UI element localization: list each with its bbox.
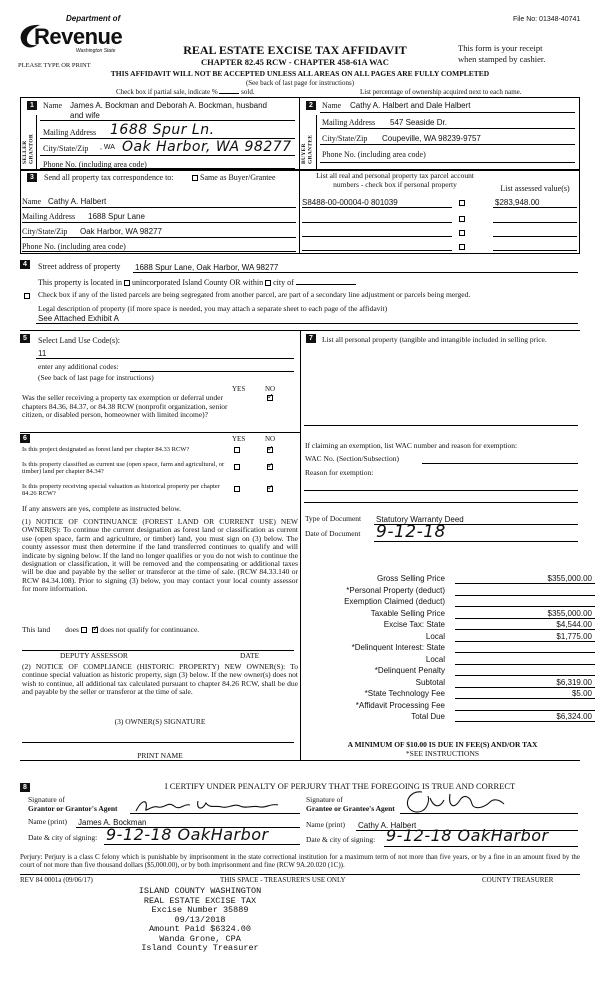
- calc-label: Total Due: [411, 712, 445, 721]
- s6-q2-yes[interactable]: [234, 463, 240, 472]
- land-use-line: [36, 358, 294, 359]
- parcels-header-1: List all real and personal property tax parcel account: [316, 171, 474, 180]
- lower-divider: [300, 330, 301, 760]
- s5-yes-header: YES: [232, 385, 246, 393]
- section-8-top-rule: [20, 760, 580, 761]
- s6-q3-yes[interactable]: [234, 485, 240, 494]
- calc-value[interactable]: $6,319.00: [455, 678, 595, 688]
- parcel-3-personal[interactable]: [459, 229, 465, 238]
- stamp-line-7: Island County Treasurer: [141, 943, 259, 953]
- notice-continuance: (1) NOTICE OF CONTINUANCE (FOREST LAND OR CURRENT USE) NEW OWNER(S): To continue the current designation as forest land or classification as current use (open space, farm and agriculture, or timber) land, you must sign on (3) below. The county assessor must then determine if the land transferred continues to qualify and will indicate by signing below. If the land no longer qualifies or you do not wish to continue the designation or classification, it will be removed and the compensating or additional taxes will be due and payable by the seller or transferor at the time of sale. (RCW 84.33.140 or RCW 84.34.108). Prior to signing (3) below, you may contact your local county assessor for more information.: [22, 517, 298, 594]
- if-yes-note: If any answers are yes, complete as instructed below.: [22, 504, 182, 513]
- buyer-mailing[interactable]: 547 Seaside Dr.: [390, 118, 447, 127]
- doc-type-label: Type of Document: [305, 514, 362, 523]
- partial-sale-pct[interactable]: [219, 93, 239, 94]
- segregated-checkbox[interactable]: [24, 292, 30, 301]
- tax-phone-line: [22, 251, 296, 252]
- please-type: PLEASE TYPE OR PRINT: [18, 62, 91, 69]
- s5-exemption-no-checkbox[interactable]: [267, 394, 273, 403]
- section-8-number: 8: [20, 783, 30, 792]
- calc-label: Local: [425, 654, 445, 664]
- logo-state: Washington State: [76, 48, 116, 54]
- buyer-city-label: City/State/Zip: [322, 134, 368, 143]
- seller-phone-label: Phone No. (including area code): [43, 160, 147, 169]
- buyer-name-line: [320, 112, 575, 113]
- calc-row: [305, 689, 595, 700]
- same-as-buyer[interactable]: [192, 173, 276, 182]
- land-use-code[interactable]: 11: [38, 349, 47, 358]
- stamp-line-6: Wanda Grone, CPA: [159, 933, 241, 944]
- calc-label: *Personal Property (deduct): [346, 585, 445, 595]
- city-of-field[interactable]: [296, 284, 356, 285]
- parcel-line-1: [302, 207, 452, 208]
- grantee-print-label: Name (print): [306, 820, 345, 829]
- street-line: [133, 272, 578, 273]
- tax-name[interactable]: Cathy A. Halbert: [48, 197, 107, 206]
- partial-sale-label: Check box if partial sale, indicate %: [116, 88, 218, 96]
- s6-no-header: NO: [265, 435, 276, 443]
- seller-city[interactable]: Oak Harbor, WA 98277: [122, 139, 292, 155]
- calc-label: Local: [425, 631, 445, 641]
- buyer-city[interactable]: Coupeville, WA 98239-9757: [382, 134, 481, 143]
- section-7-number: 7: [306, 334, 316, 343]
- seller-name-2[interactable]: and wife: [70, 111, 100, 120]
- calc-label: *State Technology Fee: [364, 689, 445, 698]
- unincorporated-checkbox[interactable]: [124, 280, 130, 286]
- calc-value[interactable]: [455, 643, 595, 653]
- parcels-header-2: numbers - check box if personal property: [333, 180, 457, 189]
- does-label: does: [65, 625, 79, 634]
- calc-value[interactable]: [455, 655, 595, 665]
- doc-date[interactable]: 9-12-18: [376, 522, 446, 542]
- sold-label: sold.: [241, 88, 255, 96]
- grantee-date-line: [384, 846, 578, 847]
- parcel-line-4: [302, 250, 452, 251]
- doc-type[interactable]: Statutory Warranty Deed: [376, 515, 464, 524]
- section-1-number: 1: [27, 101, 37, 110]
- grantee-sig-label-2: Grantee or Grantee's Agent: [306, 804, 395, 813]
- tax-city[interactable]: Oak Harbor, WA 98277: [80, 227, 162, 236]
- form-title: REAL ESTATE EXCISE TAX AFFIDAVIT: [183, 43, 407, 57]
- parcel-4-personal[interactable]: [459, 243, 465, 252]
- deputy-date-label: DATE: [240, 651, 260, 660]
- assessed-value-1[interactable]: $283,948.00: [495, 198, 540, 207]
- seller-mailing[interactable]: 1688 Spur Ln.: [110, 122, 215, 138]
- personal-property-label: List all personal property (tangible and intangible included in selling price.: [322, 335, 547, 344]
- parcel-line-2: [302, 222, 452, 223]
- street-address[interactable]: 1688 Spur Lane, Oak Harbor, WA 98277: [135, 263, 279, 272]
- seller-phone-line: [40, 168, 295, 169]
- value-line-2: [493, 222, 577, 223]
- does-checkbox[interactable]: [81, 627, 87, 633]
- grantee-sig-line: [400, 813, 578, 814]
- calc-label: Taxable Selling Price: [370, 608, 445, 618]
- stamp-line-5: Amount Paid $6324.00: [148, 924, 252, 934]
- seller-city-label: City/State/Zip: [43, 144, 89, 153]
- parcel-2-personal[interactable]: [459, 215, 465, 224]
- wac-label: WAC No. (Section/Subsection): [305, 454, 399, 463]
- buyer-city-line: [320, 144, 575, 145]
- section-4-number: 4: [20, 260, 30, 269]
- located-row: [38, 278, 356, 287]
- seller-name-line: [40, 120, 295, 121]
- logo-revenue: Revenue: [34, 24, 123, 49]
- seller-name[interactable]: James A. Bockman and Deborah A. Bockman, husband: [70, 101, 268, 110]
- stamp-line-1: ISLAND COUNTY WASHINGTON: [138, 886, 262, 896]
- seller-name-label: Name: [43, 101, 63, 110]
- ownership-note: List percentage of ownership acquired next to each name.: [360, 88, 522, 96]
- calc-value[interactable]: [455, 597, 595, 607]
- grantor-sig-label-2: Grantor or Grantor's Agent: [28, 804, 118, 813]
- does-not-label: does not qualify for continuance.: [100, 625, 200, 634]
- s6-q3: Is this property receiving special valuation as historical property per chapter 84.26 RCW?: [22, 483, 220, 498]
- certify-statement: I CERTIFY UNDER PENALTY OF PERJURY THAT THE FOREGOING IS TRUE AND CORRECT: [164, 781, 516, 791]
- s6-q1: Is this project designated as forest land per chapter 84.33 RCW?: [22, 446, 190, 453]
- calc-value[interactable]: [455, 586, 595, 596]
- calc-label: Exemption Claimed (deduct): [344, 597, 445, 606]
- grantee-sig-label-1: Signature of: [306, 795, 343, 804]
- buyer-side-rule: [316, 115, 317, 170]
- legal-label: Legal description of property (if more space is needed, you may attach a separate sheet to each page of the affidavit): [38, 304, 388, 313]
- calc-row: [305, 586, 595, 597]
- minimum-note: A MINIMUM OF $10.00 IS DUE IN FEE(S) AND/OR TAX: [347, 740, 538, 749]
- grantor-date-line: [104, 844, 300, 845]
- calc-row: [305, 574, 595, 585]
- value-line-1: [493, 207, 577, 208]
- deputy-label: DEPUTY ASSESSOR: [60, 651, 128, 660]
- same-as-buyer-checkbox[interactable]: [192, 175, 198, 181]
- county-treasurer: COUNTY TREASURER: [482, 876, 554, 884]
- wac-field[interactable]: [422, 463, 578, 464]
- buyer-side-label: BUYER GRANTEE: [301, 134, 314, 164]
- calc-label: *Delinquent Penalty: [374, 666, 445, 675]
- section-6-top-rule: [20, 432, 300, 433]
- grantor-print-name[interactable]: James A. Bockman: [78, 818, 147, 827]
- calc-row: [305, 701, 595, 712]
- assessed-header: List assessed value(s): [500, 184, 570, 193]
- located-text: This property is located in: [38, 278, 122, 287]
- buyer-phone-label: Phone No. (including area code): [322, 150, 426, 159]
- value-line-3: [493, 236, 577, 237]
- see-back: (See back of last page for instructions): [245, 79, 355, 87]
- s6-yes-header: YES: [232, 435, 246, 443]
- stamp-line-4: 09/13/2018: [174, 914, 226, 925]
- calc-row: [305, 632, 595, 643]
- section-6-number: 6: [20, 434, 30, 443]
- reason-line-2[interactable]: [304, 502, 578, 503]
- calc-row: [305, 666, 595, 677]
- file-number: File No: 01348-40741: [513, 16, 581, 23]
- personal-property-line: [304, 425, 578, 426]
- legal-line: [36, 323, 578, 324]
- calc-value[interactable]: $355,000.00: [455, 574, 595, 584]
- calc-label: Gross Selling Price: [376, 574, 445, 583]
- legal-description[interactable]: See Attached Exhibit A: [38, 314, 119, 323]
- additional-codes-line: [130, 371, 294, 372]
- grantor-sig-label-1: Signature of: [28, 795, 65, 804]
- owner-signature-label: (3) OWNER(S) SIGNATURE: [114, 717, 206, 726]
- s5-no-header: NO: [265, 385, 276, 393]
- s6-q1-yes[interactable]: [234, 446, 240, 455]
- s6-q2: Is this property classified as current use (open space, farm and agricultural, or timber) land per chapter 84.34?: [22, 461, 225, 476]
- tax-phone-label: Phone No. (including area code): [22, 242, 126, 251]
- tax-city-label: City/State/Zip: [22, 227, 68, 236]
- s6-q2-no[interactable]: [267, 463, 273, 472]
- section-5-number: 5: [20, 334, 30, 343]
- buyer-phone-line: [320, 162, 575, 163]
- calc-row: [305, 597, 595, 608]
- calc-value[interactable]: [455, 701, 595, 711]
- city-of-checkbox[interactable]: [265, 280, 271, 286]
- grantee-print-name[interactable]: Cathy A. Halbert: [358, 821, 417, 830]
- warning: THIS AFFIDAVIT WILL NOT BE ACCEPTED UNLESS ALL AREAS ON ALL PAGES ARE FULLY COMPLETED: [110, 69, 490, 78]
- calc-value[interactable]: $4,544.00: [455, 620, 595, 630]
- tax-mailing-line: [22, 222, 296, 223]
- exemption-question: Was the seller receiving a property tax exemption or deferral under chapters 84.36, 84.37, or 84.38 RCW (nonprofit organization, senior citizen, or disabled person, homeowner with limited income)?: [22, 393, 228, 420]
- calc-row: [305, 609, 595, 620]
- owner-signature-line[interactable]: [22, 742, 294, 743]
- perjury-note: Perjury: Perjury is a class C felony which is punishable by imprisonment in the state correctional institution for a maximum term of not more than five years, or by a fine in an amount fixed by the court of not more than five thousand dollars ($5,000.00), or by both imprisonment and fine (RCW 9A.20.020 (1C)).: [20, 853, 580, 870]
- tax-corr-label: Send all property tax correspondence to:: [44, 173, 174, 182]
- parcel-line-3: [302, 236, 452, 237]
- calc-value[interactable]: $5.00: [455, 689, 595, 699]
- calc-value[interactable]: [455, 666, 595, 676]
- tax-name-line: [22, 207, 296, 208]
- seller-side-label: SELLER GRANTOR: [22, 133, 35, 164]
- calc-label: *Delinquent Interest: State: [351, 643, 445, 652]
- tax-mailing[interactable]: 1688 Spur Lane: [88, 212, 145, 221]
- notice-compliance: (2) NOTICE OF COMPLIANCE (HISTORIC PROPERTY) NEW OWNER(S): To continue special valuation as historic property, sign (3) below. If the new owner(s) does not wish to continue, all additional tax calculated pursuant to chapter 84.26 RCW, shall be due and payable by the seller or transferor at the time of sale.: [22, 662, 298, 697]
- buyer-mailing-label: Mailing Address: [322, 118, 376, 127]
- land-use-label: Select Land Use Code(s):: [38, 336, 120, 345]
- footer-rule: [20, 874, 580, 875]
- city-of-label: city of: [273, 278, 294, 287]
- same-as-buyer-label: Same as Buyer/Grantee: [200, 173, 276, 182]
- exemption-label: If claiming an exemption, list WAC number and reason for exemption:: [305, 441, 518, 450]
- calc-row: [305, 620, 595, 631]
- doc-date-label: Date of Document: [305, 529, 361, 538]
- section-2-number: 2: [306, 101, 316, 110]
- partial-sale-row: [116, 88, 255, 96]
- buyer-mailing-line: [320, 128, 575, 129]
- seller-side-rule: [36, 115, 37, 170]
- grantee-signature-scribble: [400, 786, 520, 816]
- calc-label: *Affidavit Processing Fee: [355, 700, 445, 710]
- receipt-note-2: when stamped by cashier.: [458, 54, 546, 64]
- section-3-number: 3: [27, 173, 37, 182]
- calc-row: [305, 643, 595, 654]
- calc-label: Subtotal: [415, 677, 445, 687]
- stamp-line-2: REAL ESTATE EXCISE TAX: [143, 895, 257, 906]
- buyer-name-label: Name: [322, 101, 342, 110]
- grantee-signature[interactable]: [400, 786, 520, 816]
- grantee-date-city[interactable]: 9-12-18 OakHarbor: [386, 826, 549, 845]
- dor-logo: [18, 14, 128, 60]
- segregated-label: Check box if any of the listed parcels are being segregated from another parcel, are part of a secondary line adjustment or parcels being merged.: [38, 290, 471, 299]
- buyer-name[interactable]: Cathy A. Halbert and Dale Halbert: [350, 101, 471, 110]
- seller-city-prefix: , WA: [100, 144, 115, 151]
- tax-mailing-label: Mailing Address: [22, 212, 76, 221]
- s6-q1-no[interactable]: [267, 446, 273, 455]
- calc-value[interactable]: $355,000.00: [455, 609, 595, 619]
- parcel-1-personal[interactable]: [459, 199, 465, 208]
- grantor-date-label: Date & city of signing:: [28, 833, 98, 842]
- does-not-checkbox[interactable]: [92, 627, 98, 633]
- grantor-print-label: Name (print): [28, 817, 67, 826]
- grantor-sig-line: [130, 813, 300, 814]
- seller-city-line: [40, 155, 295, 156]
- calc-row: [305, 678, 595, 689]
- land-use-see-back: (See back of last page for instructions): [38, 373, 154, 382]
- doc-date-line: [374, 541, 578, 542]
- print-name-label: PRINT NAME: [137, 751, 183, 760]
- logo-dept-of: Department of: [66, 14, 121, 23]
- see-instructions: *SEE INSTRUCTIONS: [405, 749, 480, 758]
- grantor-date-city[interactable]: 9-12-18 OakHarbor: [106, 825, 269, 844]
- stamp-line-3: Excise Number 35889: [151, 905, 249, 915]
- unincorporated-label: unincorporated Island County OR within: [131, 278, 264, 287]
- seller-mailing-label: Mailing Address: [43, 128, 97, 137]
- tax-name-label: Name: [22, 197, 42, 206]
- tax-city-line: [22, 237, 296, 238]
- receipt-note-1: This form is your receipt: [458, 43, 543, 53]
- calc-value[interactable]: $6,324.00: [455, 712, 595, 722]
- parties-divider: [299, 97, 300, 170]
- this-land-row: [22, 626, 199, 635]
- calc-row: [305, 655, 595, 666]
- reason-line-1[interactable]: [304, 490, 578, 491]
- additional-codes-label: enter any additional codes:: [38, 362, 119, 371]
- grantee-date-label: Date & city of signing:: [306, 835, 376, 844]
- treasurer-stamp: [100, 887, 300, 954]
- value-line-4: [493, 250, 577, 251]
- s6-q3-no[interactable]: [267, 485, 273, 494]
- form-subtitle: CHAPTER 82.45 RCW - CHAPTER 458-61A WAC: [201, 57, 389, 67]
- calc-label: Excise Tax: State: [383, 620, 445, 629]
- street-label: Street address of property: [38, 262, 121, 271]
- calc-value[interactable]: $1,775.00: [455, 632, 595, 642]
- parcel-1[interactable]: S8488-00-00004-0 801039: [302, 198, 398, 207]
- this-land-label: This land: [22, 625, 51, 634]
- calc-row: [305, 712, 595, 723]
- treasurer-space: THIS SPACE - TREASURER'S USE ONLY: [220, 876, 346, 884]
- reason-label: Reason for exemption:: [305, 468, 374, 477]
- form-revision: REV 84 0001a (09/06/17): [20, 876, 93, 884]
